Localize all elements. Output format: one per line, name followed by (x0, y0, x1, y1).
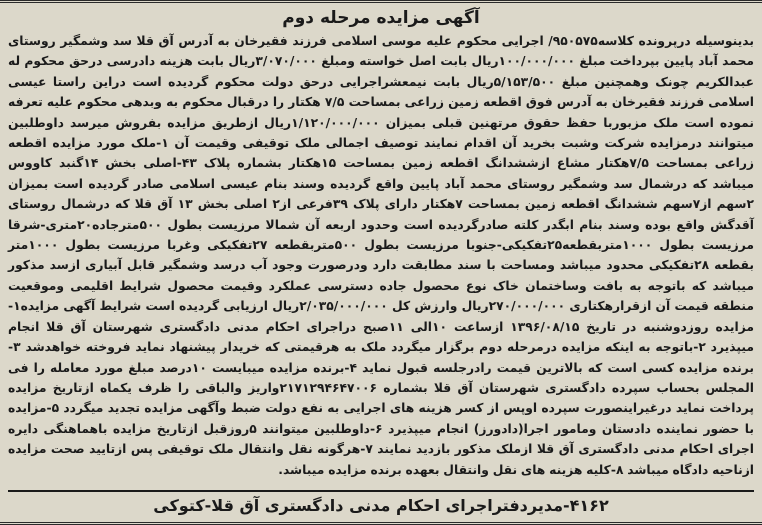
notice-title: آگهی مزایده مرحله دوم (282, 8, 480, 28)
notice-body: بدینوسیله درپرونده کلاسه۹۵۰۵۷۵/ اجرایی محکوم علیه موسی اسلامی فرزند فقیرخان به آدرس آق قلا سد وشمگیر روستای محمد آباد پایین بپرداخت مبلغ ۱۰۰/۰۰۰/۰۰۰ریال بابت اصل خواسته ومبلغ ۳/۰۷۰/۰۰۰ریال بابت هزینه دادرسی درحق محکوم له عبدالکریم چونک وهمچنین مبلغ ۵/۱۵۳/۵۰۰ریال بابت نیمعشراجرایی درحق دولت محکوم گردیده است دراین راستا عیسی اسلامی فرزند فقیرخان به آدرس فوق اقطعه زمین زراعی بمساحت ۷/۵ هکتار را درقبال محکوم به وبدهی محکوم علیه تعرفه نموده است ملک مزبوربا حفظ حقوق مرتهنین قبلی بمیزان ۱/۱۲۰/۰۰۰/۰۰۰ریال ازطریق مزایده بفروش میرسد داوطلبین میتوانند درمزایده شرکت وشبت بخرید آن اقدام نمایند توصیف اجمالی ملک توقیفی وقیمت آن ۱-ملک مورد مزایده اقطعه زراعی بمساحت ۷/۵هکتار مشاع ازششدانگ اقطعه زمین بمساحت ۱۵هکتار بشماره پلاک ۴۳-اصلی بخش ۱۴گنبد کاووس میباشد که درشمال سد وشمگیر روستای محمد آباد پایین واقع گردیده وسند بنام عیسی اسلامی صادر گردیده است بمیزان ۲سهم از۷سهم ششدانگ اقطعه زمین بمساحت ۷هکتار دارای پلاک ۳۹فرعی از۲ اصلی بخش ۱۳ آق قلا که درشمال روستای آقدگش واقع بوده وسند بنام ابگدر کلته صادرگردیده است وحدود اربعه آن شمالا مرزیست بطول ۵۰۰مترجاده۲۰متری-شرقا مرزیست بطول ۱۰۰۰متربقطعه۲۵تفکیکی-جنوبا مرزیست بطول ۵۰۰متربقطعه ۲۷تفکیکی وغربا مرزیست بطول ۱۰۰۰متر بقطعه ۲۸تفکیکی محدود میباشد ومساحت با سند مطابقت دارد ودرصورت وجود آب درسد وشمگیر قابل آبیاری ازسد مذکور میباشد که باتوجه به بافت وساختمان خاک نوع محصول جاده دسترسی عملکرد وقیمت محصول شرایط اقلیمی وموقعیت منطقه قیمت آن ازقرارهکتاری ۲۷۰/۰۰۰/۰۰۰ریال وارزش کل ۲/۰۳۵/۰۰۰/۰۰۰ریال ارزیابی گردیده است شرایط آگهی مزایده۱-مزایده روزدوشنبه در تاریخ ۱۳۹۶/۰۸/۱۵ ازساعت ۱۰الی ۱۱صبح دراجرای احکام مدنی دادگستری شهرستان آق قلا انجام میپذیرد ۲-باتوجه به اینکه مزایده درمرحله دوم برگزار میگردد ملک به هرقیمتی که خریدار پیشنهاد نماید فروخته خواهدشد ۳-برنده مزایده کسی است که بالاترین قیمت رادرجلسه قبول نماید ۴-برنده مزایده میبایست ۱۰درصد مبلغ مورد معامله را فی المجلس بحساب سپرده دادگستری شهرستان آق قلا بشماره ۲۱۷۱۲۹۴۶۴۷۰۰۶واریز والباقی را ظرف یکماه ازتاریخ مزایده پرداخت نماید درغیراینصورت سپرده اوپس از کسر هزینه های اجرایی به نفع دولت ضبط وآگهی مزایده تجدید میگردد ۵-مزایده با حضور نماینده دادستان ومامور اجرا(دادورز) انجام میپذیرد ۶-داوطلبین میتوانند ۵روزقبل ازتاریخ مزایده باهماهنگی دایره اجرای احکام مدنی دادگستری آق قلا ازملک مذکور بازدید نمایند ۷-هرگونه نقل وانتقال ملک توقیفی پس ازتایید صحت مزایده ازناحیه دادگاه میباشد ۸-کلیه هزینه های نقل وانتقال بعهده برنده مزایده میباشد. (8, 34, 755, 477)
footer-divider (8, 490, 754, 492)
notice-footer: ۴۱۶۲-مدیردفتراجرای احکام مدنی دادگستری آق قلا-کتوکی (153, 496, 609, 515)
